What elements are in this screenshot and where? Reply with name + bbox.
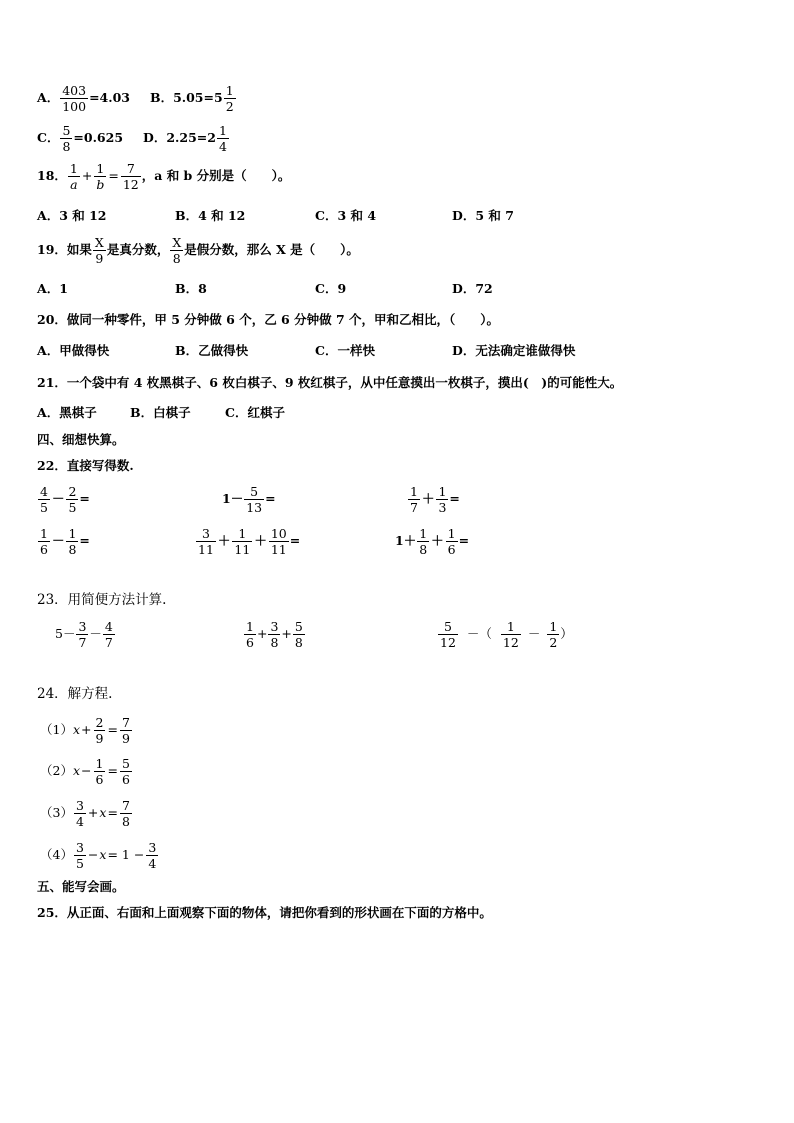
q24-equation-3: （3） $\frac{3}{4}$ +x= $\frac{7}{8}$ <box>40 798 130 830</box>
q21-option-c: C．红棋子 <box>225 405 285 420</box>
section-4-heading: 四、细想快算。 <box>37 432 125 447</box>
q19-option-a: A．1 <box>37 281 68 296</box>
q25-stem: 25．从正面、右面和上面观察下面的物体，请把你看到的形状画在下面的方格中。 <box>37 905 492 920</box>
q20-option-b: B．乙做得快 <box>175 343 249 358</box>
q20-option-a: A．甲做得快 <box>37 343 110 358</box>
q17-option-c: C． $\frac{5}{8}$ =0.625 <box>37 123 124 155</box>
q21-stem: 21．一个袋中有 4 枚黑棋子、6 枚白棋子、9 枚红棋子，从中任意摸出一枚棋子，摸出( )的可能性大。 <box>37 375 623 390</box>
q23-expr-3: $\frac{5}{12}$ －（ $\frac{1}{12}$ － $\frac{1}{2}$ ） <box>440 619 573 651</box>
q22-title: 22．直接写得数. <box>37 458 134 473</box>
q19-option-d: D．72 <box>452 281 493 296</box>
q22-expr-1: $\frac{4}{5}$ － $\frac{2}{5}$ = <box>40 484 90 516</box>
q19-option-c: C．9 <box>315 281 347 296</box>
q24-title: 24．解方程. <box>37 686 113 702</box>
q18-stem: 18． $\frac{1}{a}$ + $\frac{1}{b}$ = $\frac{7}{12}$ ，a 和 b 分别是（ ）。 <box>37 161 291 193</box>
q23-expr-2: $\frac{1}{6}$ + $\frac{3}{8}$ + $\frac{5}{8}$ <box>246 619 303 651</box>
q17-option-a: A． $\frac{403}{100}$ =4.03 <box>37 83 130 115</box>
q18-option-b: B．4 和 12 <box>175 208 246 223</box>
q24-equation-4: （4） $\frac{3}{5}$ −x= 1 − $\frac{3}{4}$ <box>40 840 157 872</box>
q23-title: 23．用简便方法计算. <box>37 592 167 608</box>
q17-option-b: B．5.05=5 $\frac{1}{2}$ <box>150 83 234 115</box>
q20-option-d: D．无法确定谁做得快 <box>452 343 576 358</box>
q20-stem: 20．做同一种零件，甲 5 分钟做 6 个，乙 6 分钟做 7 个，甲和乙相比，（ ）。 <box>37 312 500 327</box>
q18-option-a: A．3 和 12 <box>37 208 107 223</box>
q23-expr-1: 5－ $\frac{3}{7}$ － $\frac{4}{7}$ <box>55 619 113 651</box>
q21-option-b: B．白棋子 <box>130 405 191 420</box>
q18-option-d: D．5 和 7 <box>452 208 514 223</box>
q19-option-b: B．8 <box>175 281 207 296</box>
q22-expr-6: 1＋ $\frac{1}{8}$ ＋ $\frac{1}{6}$ = <box>395 526 470 558</box>
q17-option-d: D．2.25=2 $\frac{1}{4}$ <box>143 123 227 155</box>
q22-expr-3: $\frac{1}{7}$ ＋ $\frac{1}{3}$ = <box>410 484 460 516</box>
q19-stem: 19．如果 $\frac{X}{9}$ 是真分数， $\frac{X}{8}$ 是假分数，那么 X 是（ ）。 <box>37 235 359 267</box>
q21-option-a: A．黑棋子 <box>37 405 97 420</box>
section-5-heading: 五、能写会画。 <box>37 879 125 894</box>
q22-expr-5: $\frac{3}{11}$ ＋ $\frac{1}{11}$ ＋ $\frac{10}{11}$ = <box>198 526 301 558</box>
q22-expr-2: 1－ $\frac{5}{13}$ = <box>222 484 276 516</box>
q24-equation-1: （1）x+ $\frac{2}{9}$ = $\frac{7}{9}$ <box>40 715 130 747</box>
q24-equation-2: （2）x− $\frac{1}{6}$ = $\frac{5}{6}$ <box>40 756 130 788</box>
q20-option-c: C．一样快 <box>315 343 375 358</box>
q18-option-c: C．3 和 4 <box>315 208 377 223</box>
q22-expr-4: $\frac{1}{6}$ － $\frac{1}{8}$ = <box>40 526 90 558</box>
